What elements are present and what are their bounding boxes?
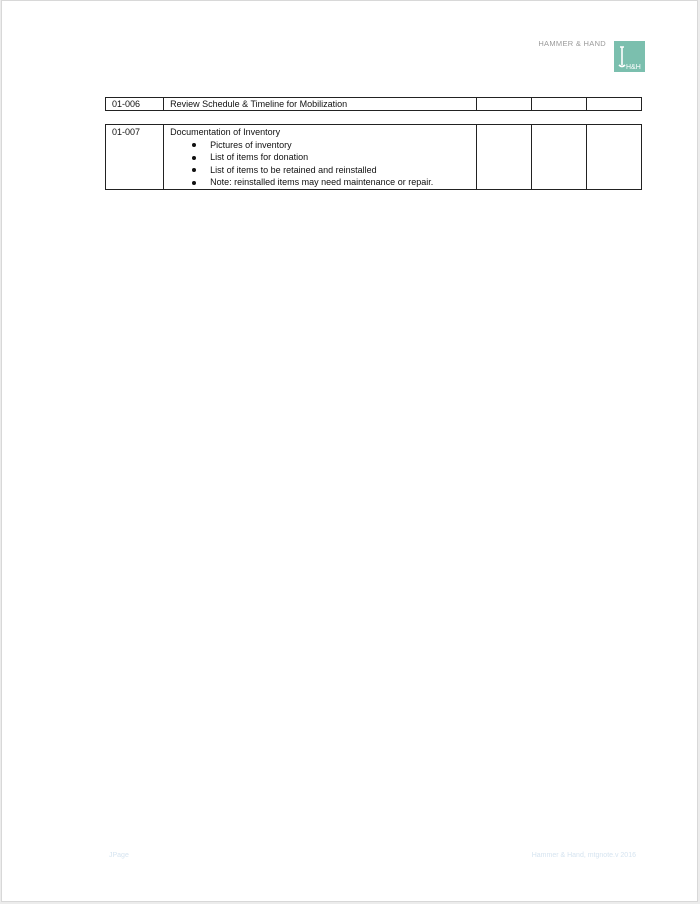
item-description: Review Schedule & Timeline for Mobilization (164, 98, 477, 111)
bullet-item: List of items for donation (210, 151, 470, 164)
brand-name: HAMMER & HAND (538, 39, 606, 48)
item-code: 01-006 (106, 98, 164, 111)
agenda-row-01-007 (105, 124, 642, 190)
bullet-item: Note: reinstalled items may need maintenance or repair. (210, 176, 470, 189)
hammer-hand-logo-icon (614, 41, 645, 72)
empty-cell (586, 98, 641, 111)
document-page (1, 0, 698, 902)
item-code: 01-007 (106, 125, 164, 190)
empty-cell (531, 125, 586, 190)
agenda-row-01-006 (105, 97, 642, 111)
svg-text:H&H: H&H (626, 64, 641, 71)
footer-page-label: JPage (109, 852, 129, 859)
bullet-item: List of items to be retained and reinstalled (210, 164, 470, 177)
bullet-item: Pictures of inventory (210, 139, 470, 152)
item-description: Documentation of Inventory (170, 127, 281, 137)
bullet-list (170, 139, 470, 189)
empty-cell (476, 98, 531, 111)
empty-cell (586, 125, 641, 190)
footer-document-label: Hammer & Hand, mtgnote.v 2016 (531, 852, 636, 859)
empty-cell (531, 98, 586, 111)
empty-cell (476, 125, 531, 190)
item-description-cell (164, 125, 477, 190)
